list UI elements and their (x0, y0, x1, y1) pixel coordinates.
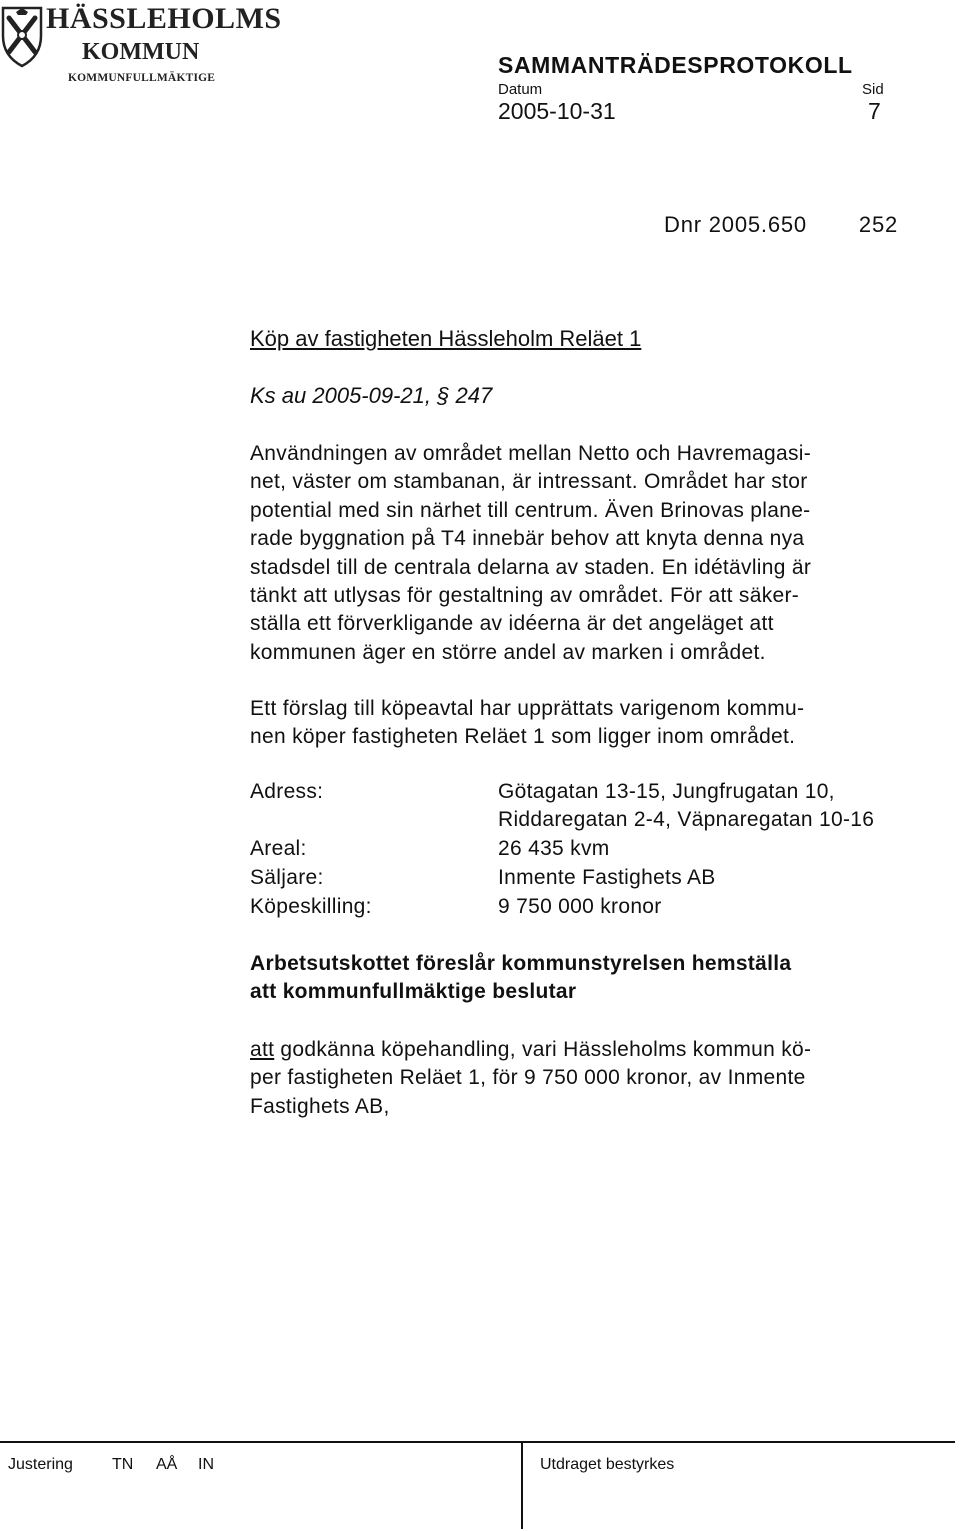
price-value: 9 750 000 kronor (498, 895, 662, 918)
proposal-line: Arbetsutskottet föreslår kommunstyrelsen hemställa (250, 952, 792, 975)
text-line: tänkt att utlysas för gestaltning av området. För att säker- (250, 584, 800, 608)
logo-line-1: HÄSSLEHOLMS (46, 2, 282, 35)
decision-text (250, 1036, 811, 1121)
matter-title: Köp av fastigheten Hässleholm Reläet 1 (250, 326, 642, 351)
justering-initials-3: IN (198, 1456, 214, 1473)
area-label: Areal: (250, 837, 307, 860)
paragraph-number: 252 (858, 212, 899, 237)
proposal-heading (250, 950, 791, 1007)
text-line: nen köper fastigheten Reläet 1 som ligger inom området. (250, 725, 796, 749)
document-type-title: SAMMANTRÄDESPROTOKOLL (498, 52, 853, 78)
matter-reference: Ks au 2005-09-21, § 247 (250, 383, 493, 408)
text-line: Ett förslag till köpeavtal har upprättats varigenom kommu- (250, 697, 805, 720)
text-line: stadsdel till de centrala delarna av staden. En idétävling är (250, 555, 812, 579)
decision-line-1: godkänna köpehandling, vari Hässleholms kommun kö- (274, 1038, 812, 1061)
meeting-date: 2005-10-31 (498, 98, 616, 124)
coat-of-arms-icon (0, 6, 44, 68)
text-line: Användningen av området mellan Netto och Havremagasi- (250, 442, 812, 465)
footer-divider (0, 1441, 955, 1443)
extract-certified-label: Utdraget bestyrkes (540, 1456, 675, 1473)
address-value-line-2: Riddaregatan 2-4, Väpnaregatan 10-16 (498, 808, 875, 831)
page-label: Sid (862, 81, 884, 98)
justering-initials-1: TN (112, 1456, 134, 1473)
proposal-line: att kommunfullmäktige beslutar (250, 980, 577, 1004)
address-value-line-1: Götagatan 13-15, Jungfrugatan 10, (498, 780, 835, 803)
page-number: 7 (868, 98, 881, 124)
decision-line-3: Fastighets AB, (250, 1094, 390, 1118)
logo-line-3: KOMMUNFULLMÄKTIGE (68, 72, 216, 84)
date-label: Datum (498, 81, 543, 98)
seller-label: Säljare: (250, 866, 324, 889)
justering-label: Justering (8, 1456, 73, 1473)
decision-line-2: per fastigheten Reläet 1, för 9 750 000 kronor, av Inmente (250, 1066, 806, 1090)
agreement-paragraph (250, 695, 950, 752)
text-line: potential med sin närhet till centrum. Även Brinovas plane- (250, 498, 811, 522)
text-line: kommunen äger en större andel av marken i området. (250, 640, 766, 664)
justering-initials-2: AÅ (156, 1456, 178, 1473)
background-paragraph (250, 440, 950, 667)
address-label: Adress: (250, 780, 324, 803)
diary-number-prefix: Dnr 2005.650 (664, 212, 807, 237)
area-value: 26 435 kvm (498, 837, 610, 860)
text-line: rade byggnation på T4 innebär behov att knyta denna nya (250, 527, 805, 551)
footer-column-separator (521, 1441, 523, 1529)
logo-line-2: KOMMUN (82, 39, 200, 65)
text-line: net, väster om stambanan, är intressant. Området har stor (250, 470, 808, 494)
municipality-logo (0, 0, 282, 84)
seller-value: Inmente Fastighets AB (498, 866, 716, 889)
price-label: Köpeskilling: (250, 895, 372, 918)
diary-number (664, 212, 898, 238)
decision-keyword: att (250, 1038, 275, 1061)
text-line: ställa ett förverkligande av idéerna är det angeläget att (250, 612, 774, 636)
